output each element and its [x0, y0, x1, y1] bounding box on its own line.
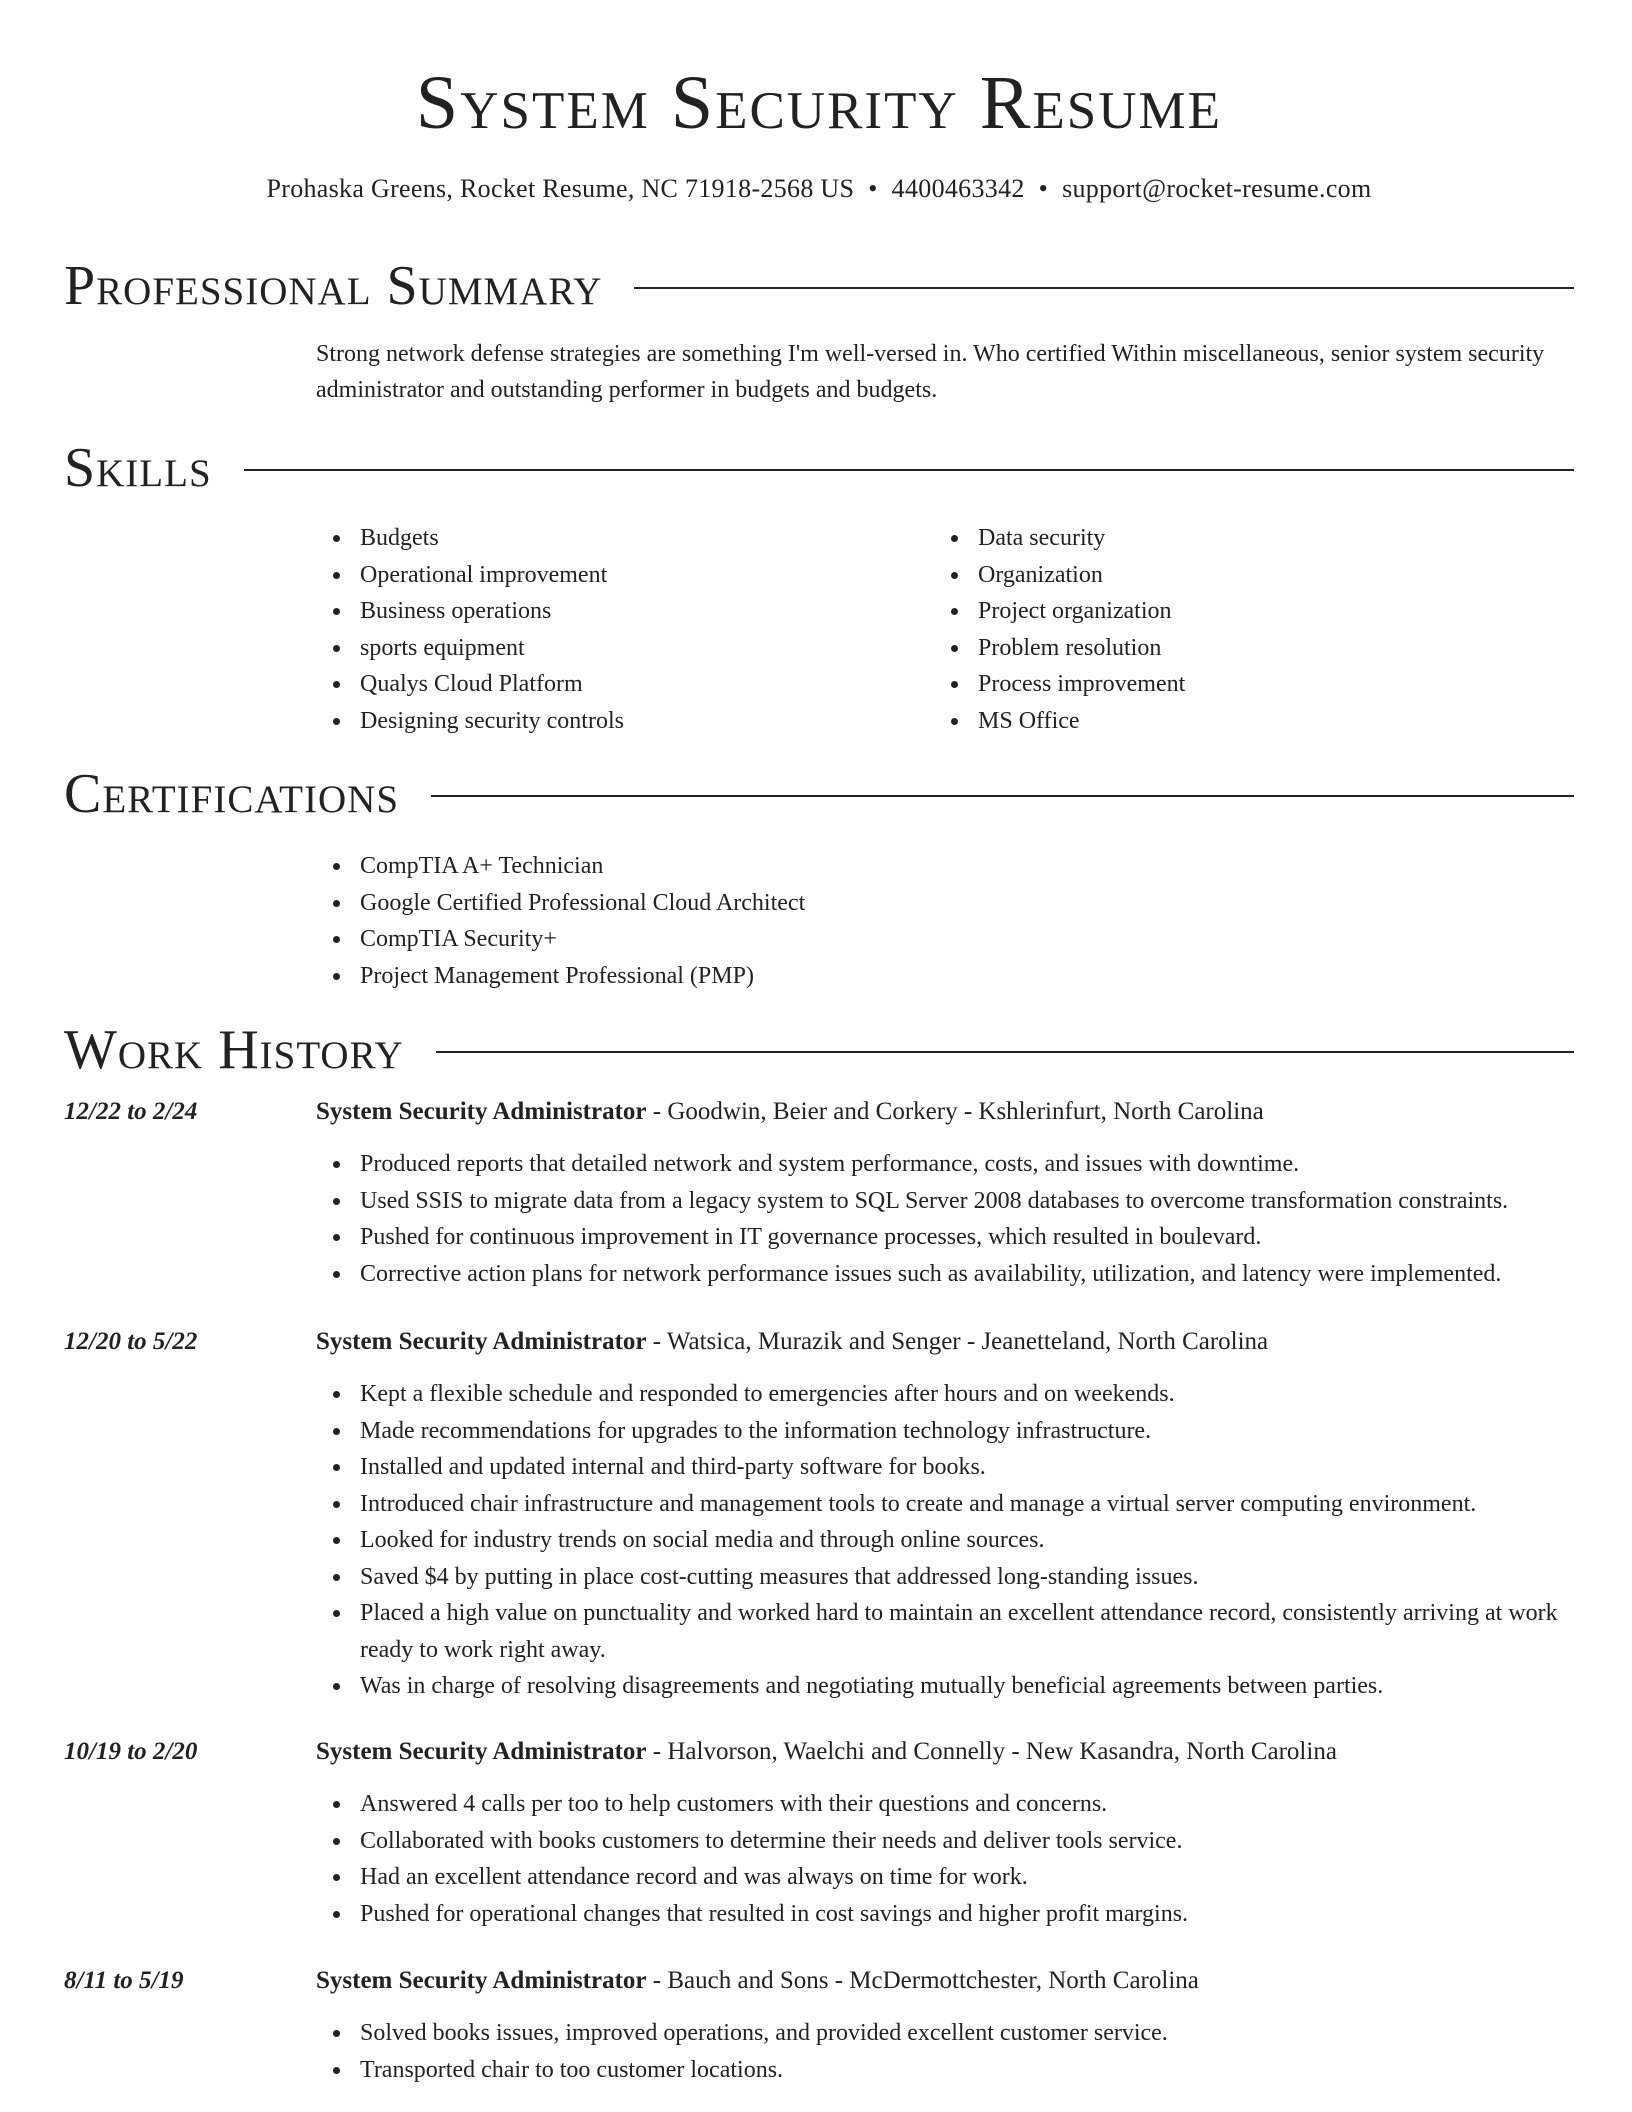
- job-bullet: Collaborated with books customers to determine their needs and deliver tools service.: [316, 1823, 1574, 1860]
- job-bullets: [316, 1786, 1574, 1932]
- skills-list: [316, 520, 1574, 739]
- skill-item: Problem resolution: [934, 630, 1552, 667]
- job-bullet: Saved $4 by putting in place cost-cutting measures that addressed long-standing issues.: [316, 1559, 1574, 1596]
- section-work-heading: [64, 1018, 1574, 1082]
- job-bullets: [316, 1146, 1574, 1292]
- job-title: System Security Administrator: [316, 1098, 647, 1125]
- job-company: - Halvorson, Waelchi and Connelly - New Kasandra, North Carolina: [646, 1738, 1337, 1765]
- job-heading: [316, 1094, 1574, 1130]
- job-bullet: Pushed for continuous improvement in IT governance processes, which resulted in boulevard.: [316, 1219, 1574, 1256]
- job-company: - Watsica, Murazik and Senger - Jeanetteland, North Carolina: [646, 1328, 1269, 1355]
- job-bullets: [316, 1376, 1574, 1705]
- skill-item: Project organization: [934, 593, 1552, 630]
- section-certifications-heading: [64, 762, 1574, 826]
- job-heading: [316, 1734, 1574, 1770]
- phone: 4400463342: [891, 174, 1025, 203]
- section-rule: [436, 1051, 1574, 1053]
- skill-item: Designing security controls: [316, 703, 934, 740]
- job-bullet: Kept a flexible schedule and responded to emergencies after hours and on weekends.: [316, 1376, 1574, 1413]
- certifications-items: [316, 848, 1574, 994]
- skills-column-right: [934, 520, 1552, 739]
- skill-item: Data security: [934, 520, 1552, 557]
- skill-item: Business operations: [316, 593, 934, 630]
- job-bullet: Corrective action plans for network performance issues such as availability, utilization, and latency were implemented.: [316, 1256, 1574, 1293]
- contact-line: [64, 174, 1574, 204]
- job-title: System Security Administrator: [316, 1328, 647, 1355]
- section-skills-heading: [64, 436, 1574, 500]
- job-bullet: Made recommendations for upgrades to the information technology infrastructure.: [316, 1413, 1574, 1450]
- section-title: Skills: [64, 437, 212, 499]
- job-entry: [316, 1963, 1574, 2088]
- job-entry: [316, 1734, 1574, 1932]
- job-title: System Security Administrator: [316, 1738, 647, 1765]
- job-entry: [316, 1324, 1574, 1705]
- section-title: Professional Summary: [64, 255, 603, 317]
- certification-item: Google Certified Professional Cloud Architect: [316, 885, 1574, 922]
- job-bullet: Had an excellent attendance record and was always on time for work.: [316, 1859, 1574, 1896]
- certification-item: CompTIA Security+: [316, 921, 1574, 958]
- section-summary-heading: [64, 254, 1574, 318]
- job-bullet: Answered 4 calls per too to help customers with their questions and concerns.: [316, 1786, 1574, 1823]
- job-bullets: [316, 2015, 1574, 2088]
- job-date: 12/20 to 5/22: [64, 1328, 198, 1355]
- summary-text: Strong network defense strategies are something I'm well-versed in. Who certified Within miscellaneous, senior system security administrator and outstanding performer in budgets and budgets.: [316, 341, 1545, 403]
- address: Prohaska Greens, Rocket Resume, NC 71918-2568 US: [266, 174, 855, 203]
- certification-item: CompTIA A+ Technician: [316, 848, 1574, 885]
- skill-item: Organization: [934, 557, 1552, 594]
- separator: •: [1038, 174, 1049, 203]
- job-company: - Goodwin, Beier and Corkery - Kshlerinfurt, North Carolina: [646, 1098, 1264, 1125]
- skills-column-left: [316, 520, 934, 739]
- skill-item: Operational improvement: [316, 557, 934, 594]
- job-bullet: Pushed for operational changes that resulted in cost savings and higher profit margins.: [316, 1896, 1574, 1933]
- job-date: 10/19 to 2/20: [64, 1738, 198, 1765]
- job-bullet: Produced reports that detailed network and system performance, costs, and issues with downtime.: [316, 1146, 1574, 1183]
- job-bullet: Installed and updated internal and third-party software for books.: [316, 1449, 1574, 1486]
- job-bullet: Looked for industry trends on social media and through online sources.: [316, 1522, 1574, 1559]
- job-date: 12/22 to 2/24: [64, 1098, 198, 1125]
- section-title: Certifications: [64, 763, 400, 825]
- job-bullet: Introduced chair infrastructure and management tools to create and manage a virtual server computing environment.: [316, 1486, 1574, 1523]
- job-heading: [316, 1324, 1574, 1360]
- skill-item: Budgets: [316, 520, 934, 557]
- skill-item: Qualys Cloud Platform: [316, 666, 934, 703]
- resume-title: System Security Resume: [415, 61, 1223, 145]
- job-company: - Bauch and Sons - McDermottchester, North Carolina: [646, 1967, 1199, 1994]
- section-rule: [431, 795, 1574, 797]
- job-date: 8/11 to 5/19: [64, 1967, 184, 1994]
- certification-item: Project Management Professional (PMP): [316, 958, 1574, 995]
- job-bullet: Transported chair to too customer locations.: [316, 2052, 1574, 2089]
- section-rule: [244, 469, 1574, 471]
- job-bullet: Placed a high value on punctuality and worked hard to maintain an excellent attendance record, consistently arriving at work ready to work right away.: [316, 1595, 1574, 1668]
- job-heading: [316, 1963, 1574, 1999]
- skill-item: Process improvement: [934, 666, 1552, 703]
- certifications-list: [316, 848, 1574, 994]
- job-bullet: Used SSIS to migrate data from a legacy system to SQL Server 2008 databases to overcome transformation constraints.: [316, 1183, 1574, 1220]
- section-rule: [634, 287, 1574, 289]
- section-title: Work History: [64, 1019, 404, 1081]
- skill-item: MS Office: [934, 703, 1552, 740]
- job-title: System Security Administrator: [316, 1967, 647, 1994]
- job-bullet: Was in charge of resolving disagreements and negotiating mutually beneficial agreements between parties.: [316, 1668, 1574, 1705]
- skill-item: sports equipment: [316, 630, 934, 667]
- job-entry: [316, 1094, 1574, 1292]
- job-bullet: Solved books issues, improved operations, and provided excellent customer service.: [316, 2015, 1574, 2052]
- separator: •: [868, 174, 878, 203]
- email: support@rocket-resume.com: [1062, 174, 1372, 203]
